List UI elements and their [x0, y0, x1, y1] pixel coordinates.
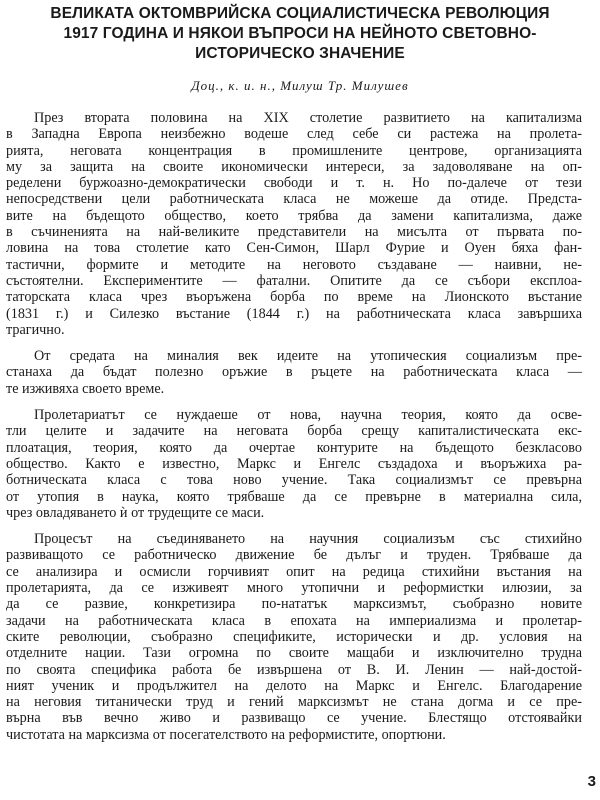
text-line: задачи на работническата класа в епохата на империализма и пролетар- — [6, 612, 582, 629]
text-line: тастични, формите и методите на неговото създаване — наивни, не- — [6, 256, 582, 273]
article-body — [6, 110, 582, 753]
text-line: От средата на миналия век идеите на утопическия социализъм пре- — [34, 348, 582, 365]
text-line: чрез овладяването ѝ от трудещите се маси. — [6, 504, 265, 521]
text-line: Процесът на съединяването на научния социализъм със стихийно — [34, 531, 582, 548]
text-line: му за защита на своите икономически интереси, за задоволяване на оп- — [6, 158, 582, 175]
text-line: по своята специфика работа бе извършена от В. И. Ленин — най-достой- — [6, 661, 582, 678]
text-line: състоятелни. Експериментите — фатални. Опитите да се събори експлоа- — [6, 272, 582, 289]
title-line: 1917 ГОДИНА И НЯКОИ ВЪПРОСИ НА НЕЙНОТО СВЕТОВНО- — [63, 25, 537, 42]
text-line: те изживяха своето време. — [6, 380, 165, 397]
text-line: ловина на това столетие като Сен-Симон, Шарл Фурие и Оуен бяха фан- — [6, 240, 582, 257]
text-line: Пролетариатът се нуждаеше от нова, научна теория, която да осве- — [34, 407, 582, 424]
text-line: рията, неговата концентрация в промишлените центрове, организацията — [6, 142, 582, 159]
text-line: плоатация, теория, която да очертае контурите на бъдещото безкласово — [6, 439, 582, 456]
text-line: на неговия титанически труд и гений марксизмът не стана догма и се пре- — [6, 694, 582, 711]
text-line: вите на бъдещото общество, което трябва да замени капитализма, даже — [6, 207, 582, 224]
text-line: от утопия в наука, която трябваше да се превърне в материална сила, — [6, 488, 582, 505]
title-line: ИСТОРИЧЕСКО ЗНАЧЕНИЕ — [195, 45, 405, 62]
text-line: (1831 г.) и Силезко въстание (1844 г.) на работническата класа завършиха — [6, 305, 582, 322]
text-line: чистотата на марксизма от посегателството на реформистите, опортюни. — [6, 726, 446, 743]
paragraph — [6, 531, 582, 743]
text-line: таторската класа чрез въоръжена борба по време на Лионското въстание — [6, 289, 582, 306]
author-line: Доц., к. и. н., Милуш Тр. Милушев — [191, 78, 409, 93]
text-line: ният ученик и продължител на делото на Маркс и Енгелс. Благодарение — [6, 677, 582, 694]
text-line: станаха да бъдат полезно оръжие в ръцете на работническата класа — — [6, 364, 582, 381]
text-line: общество. Както е известно, Маркс и Енгелс създадоха и въоръжиха ра- — [6, 455, 582, 472]
text-line: ските революции, съобразно спецификите, исторически и др. условия на — [6, 628, 582, 645]
text-line: тли целите и задачите на неговата борба срещу капиталистическата екс- — [6, 423, 582, 440]
page-number: 3 — [587, 773, 596, 790]
text-line: пролетарията, да се изживеят много утопични и реформистки илюзии, за — [6, 580, 582, 597]
text-line: в съчиненията на най-великите представители на мисълта от първата по- — [6, 224, 582, 241]
paragraph — [6, 110, 582, 338]
text-line: ределени буржоазно-демократически свободи и т. н. Но по-далече от тези — [6, 175, 582, 192]
article-title — [0, 4, 600, 64]
text-line: да се развие, конкретизира по-нататък марксизмът, съобразно новите — [6, 596, 582, 613]
title-line: ВЕЛИКАТА ОКТОМВРИЙСКА СОЦИАЛИСТИЧЕСКА РЕВОЛЮЦИЯ — [50, 5, 550, 22]
text-line: развиващото се работническо движение бе дълъг и труден. Трябваше да — [6, 547, 582, 564]
text-line: в Западна Европа неизбежно водеше след себе си растежа на пролета- — [6, 126, 582, 143]
text-line: се анализира и осмисли горчивият опит на редица стихийни въстания на — [6, 563, 582, 580]
text-line: непосредствени цели работническата класа не можеше да отиде. Предста- — [6, 191, 582, 208]
text-line: върна във вечно живо и развиващо се учение. Блестящо отстоявайки — [6, 710, 582, 727]
text-line: трагично. — [6, 321, 65, 338]
text-line: През втората половина на XIX столетие развитието на капитализма — [34, 110, 582, 126]
text-line: ботническата класа с това ново учение. Така социализмът се превърна — [6, 472, 582, 489]
paragraph — [6, 348, 582, 397]
paragraph — [6, 407, 582, 521]
text-line: отделните нации. Тази огромна по своите мащаби и изключително трудна — [6, 645, 582, 662]
